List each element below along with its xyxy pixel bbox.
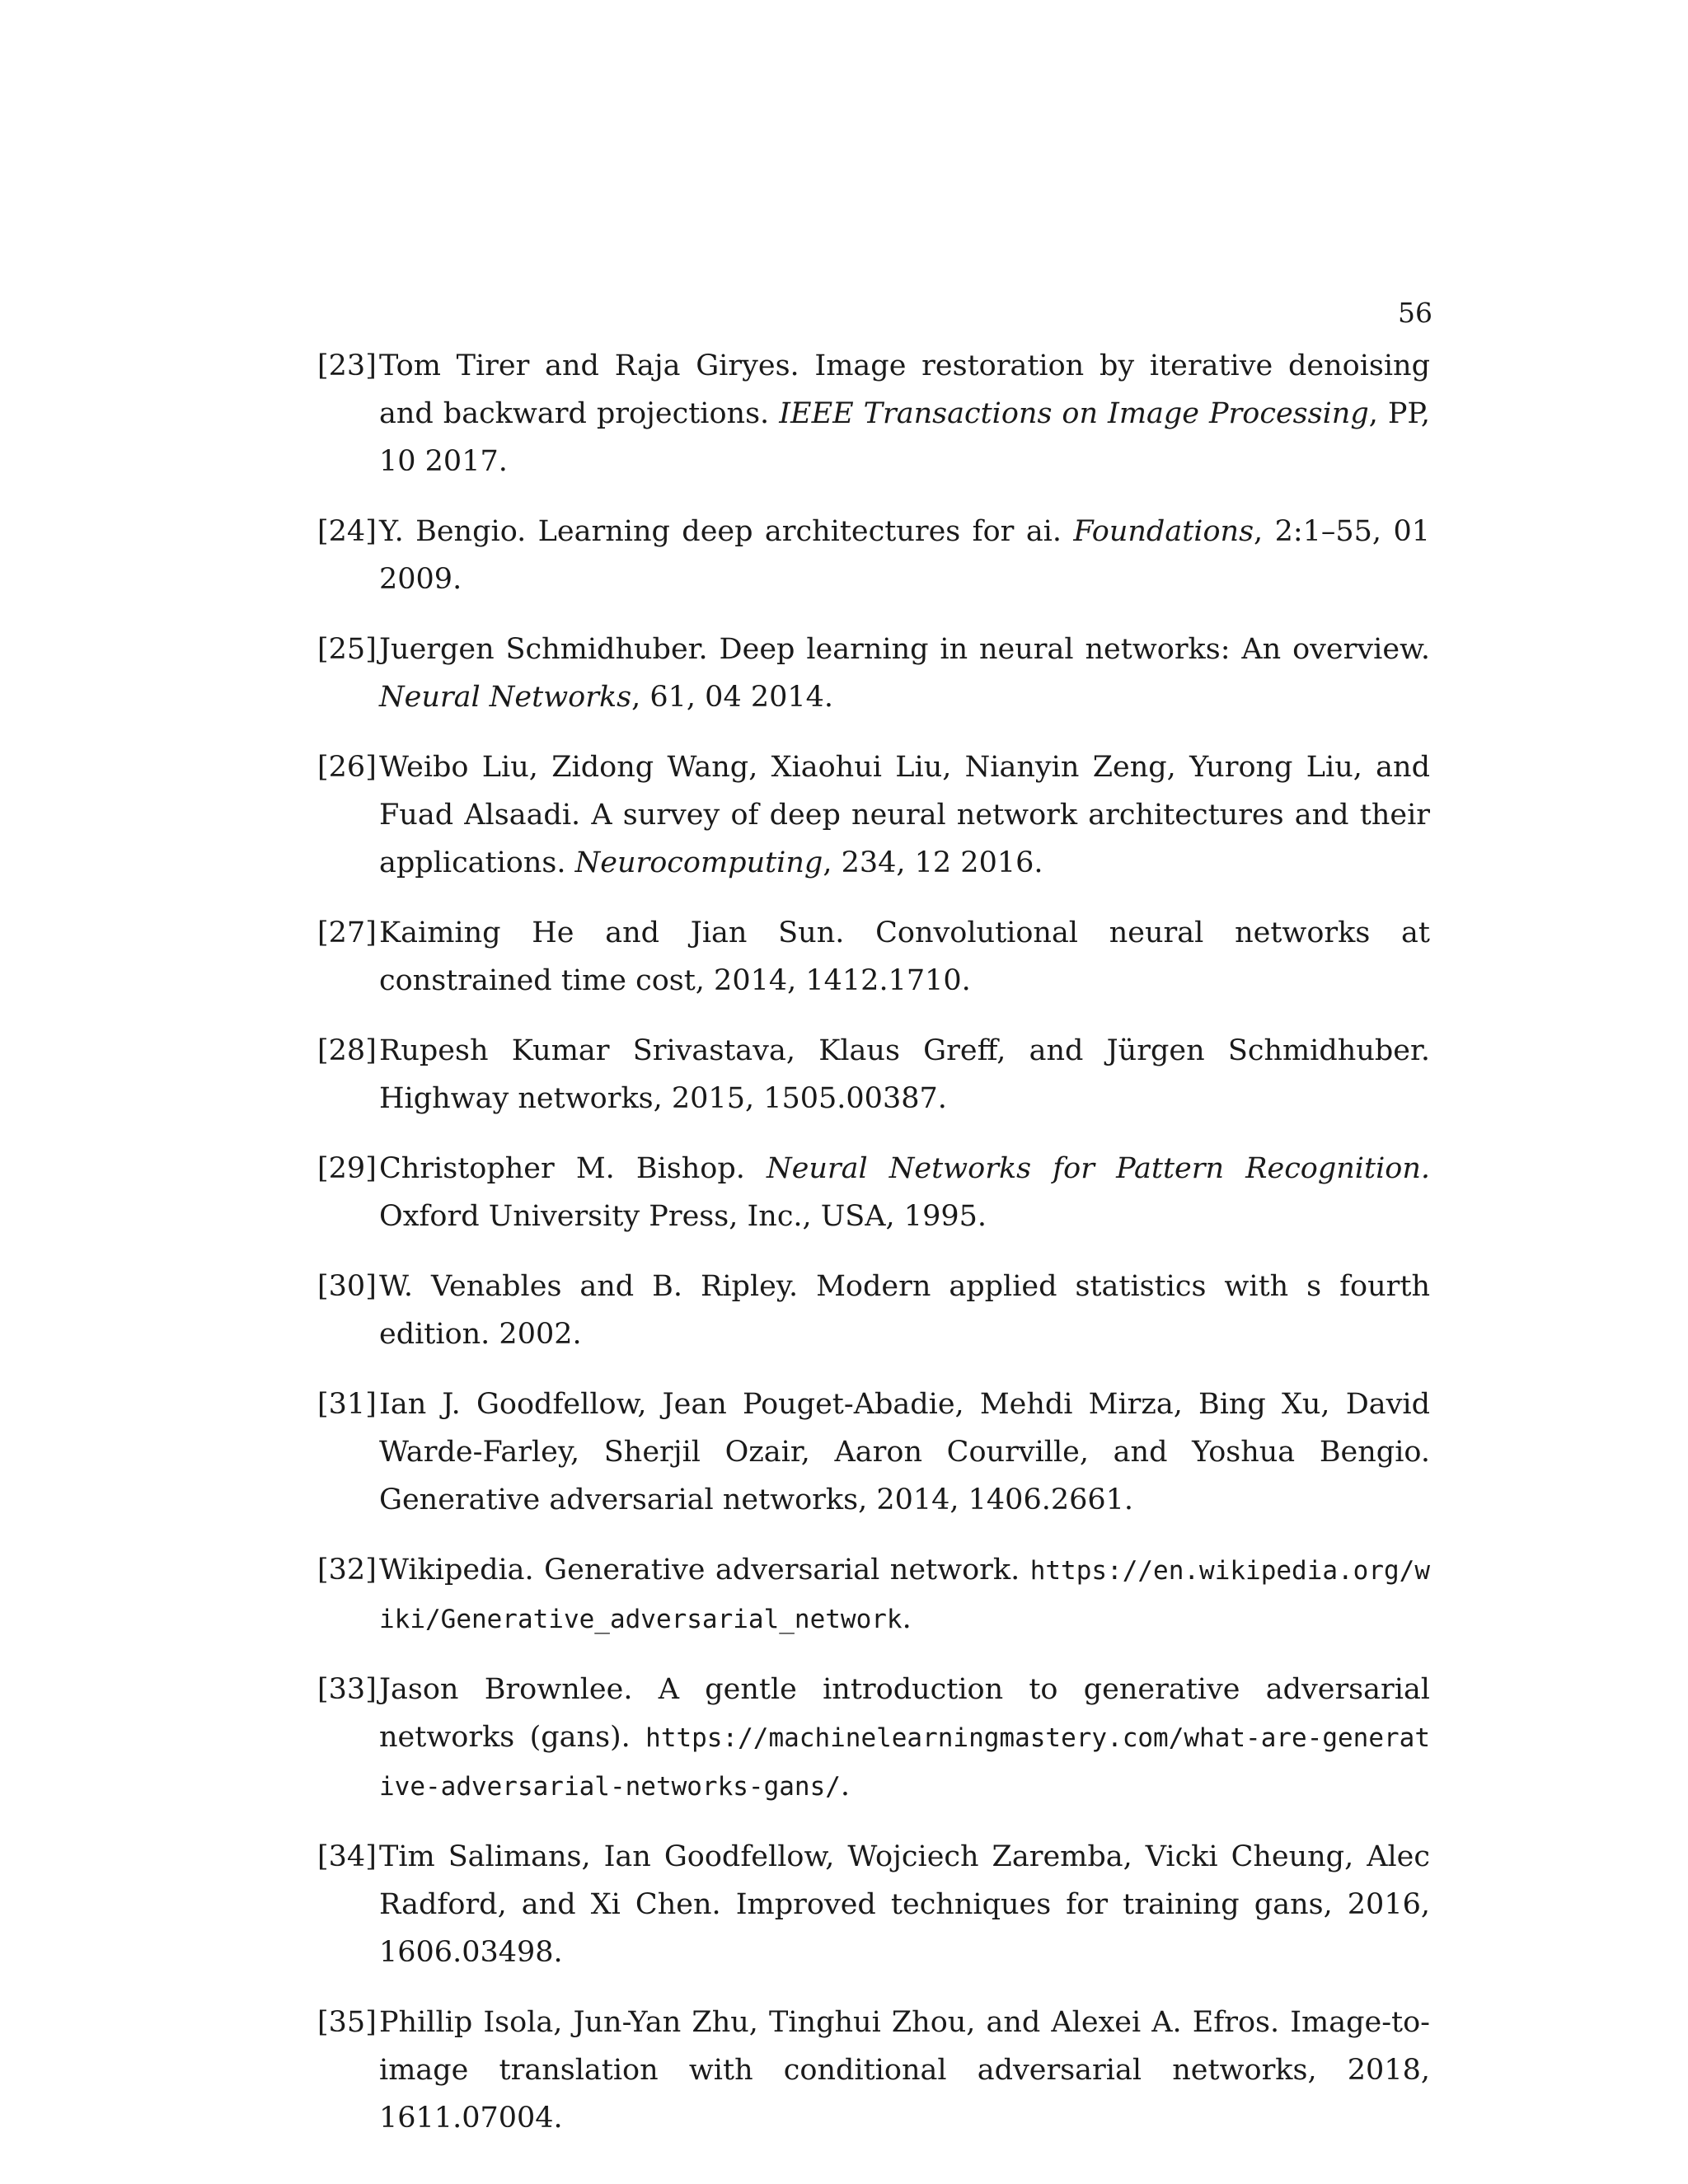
reference-url-trailing: . — [840, 1769, 851, 1802]
reference-item — [317, 1380, 1430, 1524]
reference-venue: Neural Networks for Pattern Recognition. — [767, 1152, 1430, 1185]
reference-number: [29] — [317, 1152, 377, 1185]
reference-item — [317, 626, 1430, 721]
reference-number: [32] — [317, 1554, 377, 1586]
reference-item — [317, 1027, 1430, 1122]
reference-item — [317, 1999, 1430, 2142]
reference-text: Ian J. Goodfellow, Jean Pouget-Abadie, Mehdi Mirza, Bing Xu, David Warde-Farley, Sherjil Ozair, Aaron Courville, and Yoshua Bengio. Generative adversarial networks, 2014, 1406.2661. — [379, 1388, 1430, 1516]
reference-number: [30] — [317, 1270, 377, 1303]
reference-text: W. Venables and B. Ripley. Modern applied statistics with s fourth edition. 2002. — [379, 1270, 1430, 1351]
reference-item — [317, 1546, 1430, 1643]
reference-text: Y. Bengio. Learning deep architectures for ai. — [379, 515, 1074, 548]
reference-venue: Foundations — [1073, 515, 1254, 548]
reference-item — [317, 1666, 1430, 1811]
reference-text: Tim Salimans, Ian Goodfellow, Wojciech Zaremba, Vicki Cheung, Alec Radford, and Xi Chen. Improved techniques for training gans, 2016, 1606.03498. — [379, 1840, 1430, 1969]
reference-text: Jason Brownlee. A gentle introduction to generative adversarial networks (gans). — [379, 1673, 1430, 1754]
reference-number: [33] — [317, 1673, 377, 1706]
reference-number: [28] — [317, 1034, 377, 1067]
reference-number: [35] — [317, 2006, 377, 2039]
reference-text: Weibo Liu, Zidong Wang, Xiaohui Liu, Nianyin Zeng, Yurong Liu, and Fuad Alsaadi. A survey of deep neural network architectures and their applications. — [379, 751, 1430, 879]
reference-item — [317, 1833, 1430, 1976]
reference-item — [317, 1145, 1430, 1240]
reference-text: Phillip Isola, Jun-Yan Zhu, Tinghui Zhou, and Alexei A. Efros. Image-to-image translation with conditional adversarial networks, 2018, 1611.07004. — [379, 2006, 1430, 2135]
reference-venue: Neurocomputing — [574, 846, 823, 879]
reference-item — [317, 743, 1430, 887]
reference-text: Tom Tirer and Raja Giryes. Image restoration by iterative denoising and backward projections. — [379, 349, 1430, 430]
page-number: 56 — [1398, 297, 1432, 329]
reference-text: Rupesh Kumar Srivastava, Klaus Greff, and Jürgen Schmidhuber. Highway networks, 2015, 1505.00387. — [379, 1034, 1430, 1115]
reference-details: , 2:1–55, 01 2009. — [379, 515, 1430, 596]
reference-venue: Neural Networks — [379, 681, 632, 714]
reference-number: [26] — [317, 751, 377, 784]
reference-number: [24] — [317, 515, 377, 548]
reference-details: Oxford University Press, Inc., USA, 1995. — [379, 1200, 987, 1233]
reference-item — [317, 1263, 1430, 1358]
reference-number: [34] — [317, 1840, 377, 1873]
reference-text: Kaiming He and Jian Sun. Convolutional neural networks at constrained time cost, 2014, 1412.1710. — [379, 916, 1430, 997]
reference-list — [317, 342, 1430, 2164]
reference-url-link[interactable]: https://machinelearningmastery.com/what-are-generative-adversarial-networks-gans/ — [379, 1723, 1430, 1802]
reference-details: , 234, 12 2016. — [823, 846, 1043, 879]
reference-text: Juergen Schmidhuber. Deep learning in neural networks: An overview. — [379, 633, 1430, 666]
reference-details: , PP, 10 2017. — [379, 397, 1430, 478]
reference-venue: IEEE Transactions on Image Processing — [779, 397, 1369, 430]
reference-number: [31] — [317, 1388, 377, 1421]
reference-url-trailing: . — [902, 1602, 912, 1635]
reference-details: , 61, 04 2014. — [631, 681, 834, 714]
reference-item — [317, 342, 1430, 485]
reference-item — [317, 909, 1430, 1005]
reference-number: [23] — [317, 349, 377, 382]
reference-url-link[interactable]: https://en.wikipedia.org/wiki/Generative_adversarial_network — [379, 1556, 1430, 1634]
reference-item — [317, 508, 1430, 603]
reference-text: Christopher M. Bishop. — [379, 1152, 767, 1185]
reference-number: [25] — [317, 633, 377, 666]
reference-number: [27] — [317, 916, 377, 949]
reference-text: Wikipedia. Generative adversarial network. — [379, 1554, 1030, 1586]
